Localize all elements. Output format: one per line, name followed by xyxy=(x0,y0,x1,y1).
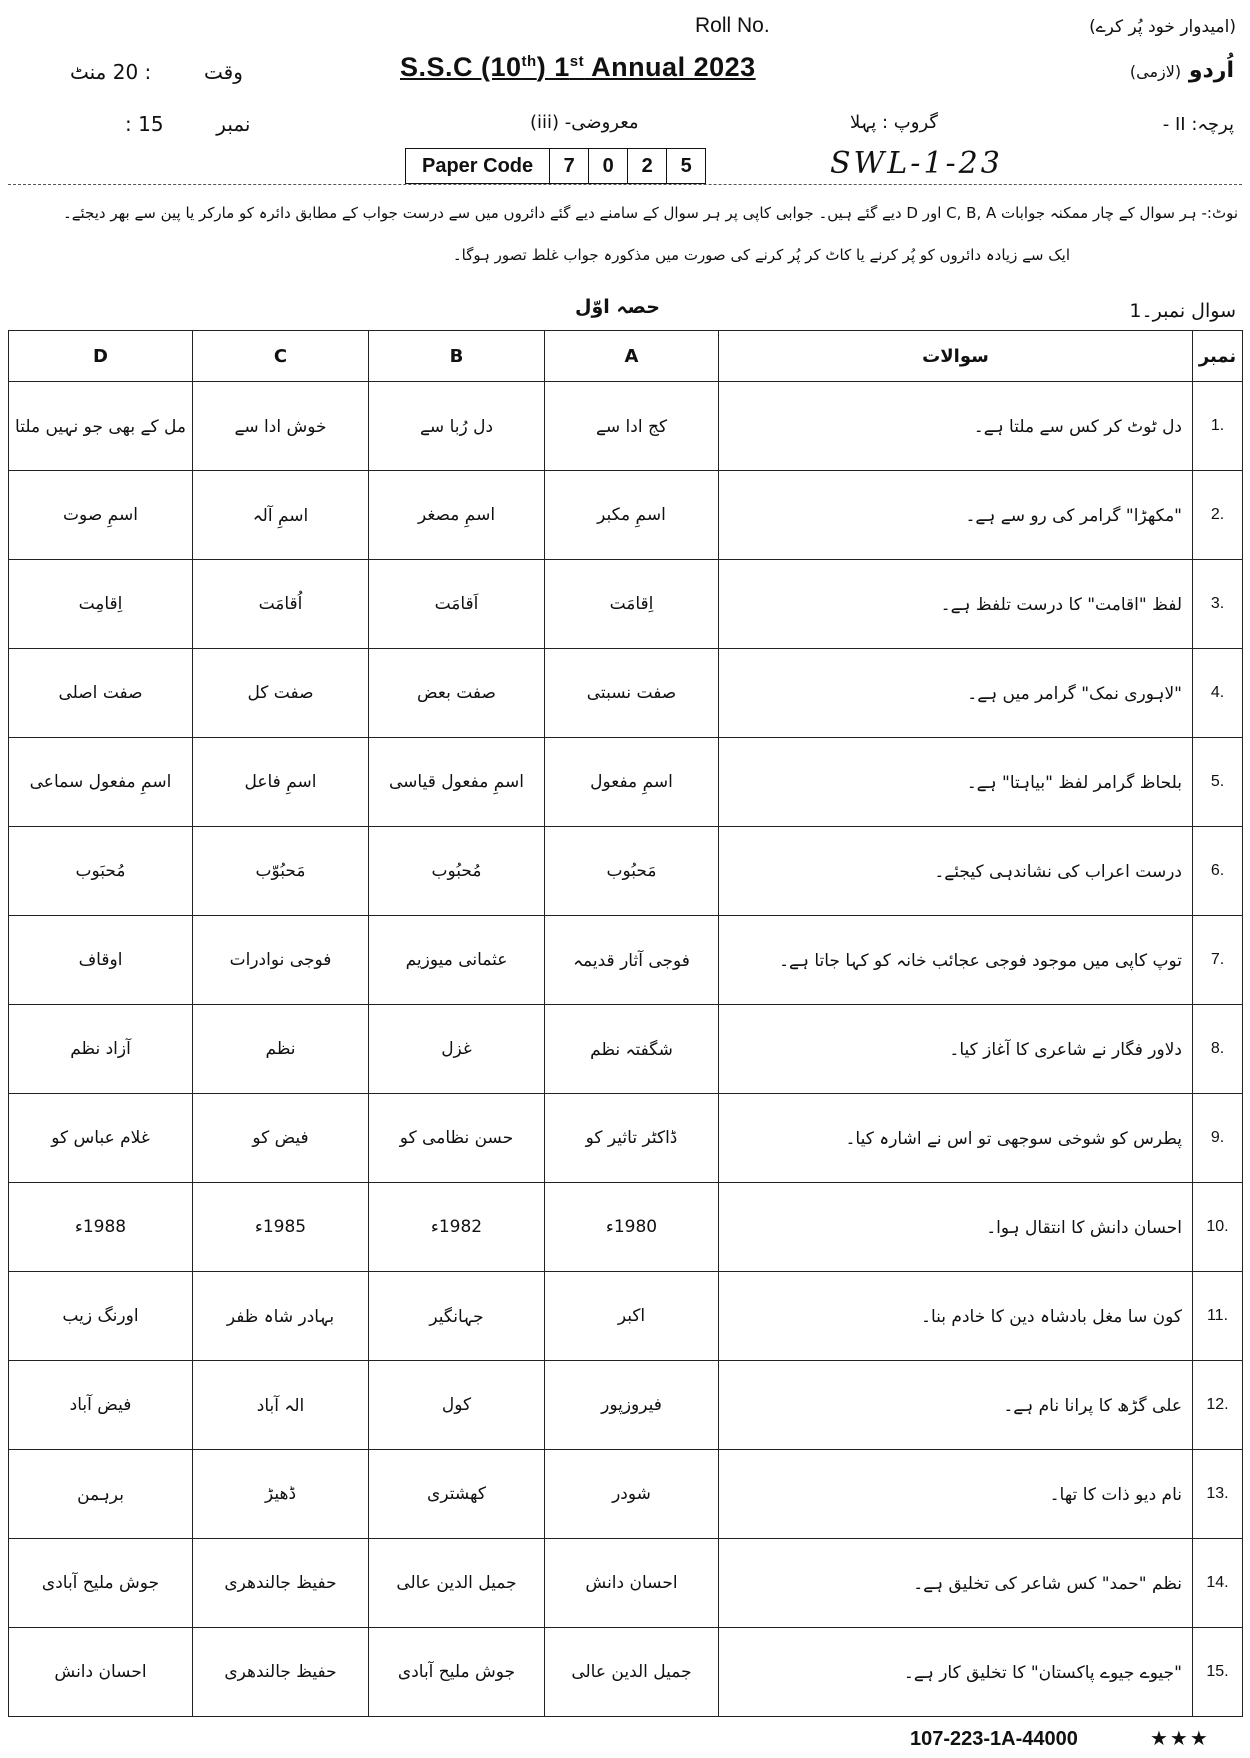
option-c: صفت کل xyxy=(193,649,369,738)
option-b: اسمِ مصغر xyxy=(369,471,545,560)
question-text: "مکھڑا" گرامر کی رو سے ہے۔ xyxy=(719,471,1193,560)
table-row xyxy=(9,827,1243,916)
header-option-d: D xyxy=(9,331,193,382)
question-text: پطرس کو شوخی سوجھی تو اس نے اشارہ کیا۔ xyxy=(719,1094,1193,1183)
option-d: اورنگ زیب xyxy=(9,1272,193,1361)
instruction-line-1: نوٹ:- ہر سوال کے چار ممکنہ جوابات C, B, A اور D دیے گئے ہیں۔ جوابی کاپی پر ہر سوال کے سامنے دیے گئے دائروں میں سے درست جواب کے مطابق دائرہ کو مارکر یا پین سے بھر دیجئے۔ xyxy=(62,204,1238,222)
option-b: دل رُبا سے xyxy=(369,382,545,471)
paper-code-digit: 5 xyxy=(666,149,705,183)
option-b: صفت بعض xyxy=(369,649,545,738)
header-option-b: B xyxy=(369,331,545,382)
option-b: حسن نظامی کو xyxy=(369,1094,545,1183)
paper-code-digit: 7 xyxy=(549,149,588,183)
question-text: نام دیو ذات کا تھا۔ xyxy=(719,1450,1193,1539)
option-c: الہ آباد xyxy=(193,1361,369,1450)
option-c: 1985ء xyxy=(193,1183,369,1272)
table-row xyxy=(9,1094,1243,1183)
question-number: 8. xyxy=(1193,1005,1243,1094)
option-a: جمیل الدین عالی xyxy=(545,1628,719,1717)
question-number-label: سوال نمبر۔1 xyxy=(1129,300,1236,322)
marks-value: 15 : xyxy=(125,112,164,136)
question-text: لفظ "اقامت" کا درست تلفظ ہے۔ xyxy=(719,560,1193,649)
table-row xyxy=(9,649,1243,738)
question-text: "لاہوری نمک" گرامر میں ہے۔ xyxy=(719,649,1193,738)
option-a: فوجی آثار قدیمہ xyxy=(545,916,719,1005)
option-c: حفیظ جالندھری xyxy=(193,1539,369,1628)
option-d: مُحبَوب xyxy=(9,827,193,916)
question-number: 4. xyxy=(1193,649,1243,738)
option-b: کول xyxy=(369,1361,545,1450)
option-c: مَحبُوّب xyxy=(193,827,369,916)
option-b: کھشتری xyxy=(369,1450,545,1539)
question-number: 11. xyxy=(1193,1272,1243,1361)
header-option-a: A xyxy=(545,331,719,382)
question-number: 13. xyxy=(1193,1450,1243,1539)
option-a: اسمِ مفعول xyxy=(545,738,719,827)
option-c: اُقامَت xyxy=(193,560,369,649)
option-c: نظم xyxy=(193,1005,369,1094)
option-b: 1982ء xyxy=(369,1183,545,1272)
footer-stars: ★★★ xyxy=(1150,1726,1210,1750)
question-text: توپ کاپی میں موجود فوجی عجائب خانہ کو کہا جاتا ہے۔ xyxy=(719,916,1193,1005)
option-c: فوجی نوادرات xyxy=(193,916,369,1005)
question-text: نظم "حمد" کس شاعر کی تخلیق ہے۔ xyxy=(719,1539,1193,1628)
table-row xyxy=(9,471,1243,560)
option-c: حفیظ جالندھری xyxy=(193,1628,369,1717)
option-d: مل کے بھی جو نہیں ملتا xyxy=(9,382,193,471)
roll-no-label: Roll No. xyxy=(695,14,770,37)
option-b: جمیل الدین عالی xyxy=(369,1539,545,1628)
option-d: صفت اصلی xyxy=(9,649,193,738)
question-text: "جیوے جیوے پاکستان" کا تخلیق کار ہے۔ xyxy=(719,1628,1193,1717)
question-text: درست اعراب کی نشاندہی کیجئے۔ xyxy=(719,827,1193,916)
subject-line xyxy=(1130,58,1234,83)
option-d: اِقامِت xyxy=(9,560,193,649)
question-text: احسان دانش کا انتقال ہوا۔ xyxy=(719,1183,1193,1272)
question-text: بلحاظ گرامر لفظ "بیاہتا" ہے۔ xyxy=(719,738,1193,827)
option-d: احسان دانش xyxy=(9,1628,193,1717)
option-d: فیض آباد xyxy=(9,1361,193,1450)
question-number: 6. xyxy=(1193,827,1243,916)
candidate-note: (امیدوار خود پُر کرے) xyxy=(1089,17,1236,37)
table-row xyxy=(9,1183,1243,1272)
option-a: شودر xyxy=(545,1450,719,1539)
option-a: صفت نسبتی xyxy=(545,649,719,738)
question-number: 7. xyxy=(1193,916,1243,1005)
subject-name: اُردو xyxy=(1188,58,1234,83)
option-c: بہادر شاہ ظفر xyxy=(193,1272,369,1361)
option-d: جوش ملیح آبادی xyxy=(9,1539,193,1628)
option-b: اَقامَت xyxy=(369,560,545,649)
header-divider xyxy=(8,184,1242,185)
table-row xyxy=(9,1272,1243,1361)
paper-label: پرچہ: II - xyxy=(1162,114,1234,135)
marks-label: نمبر xyxy=(216,112,251,136)
table-row xyxy=(9,916,1243,1005)
table-row xyxy=(9,738,1243,827)
table-row xyxy=(9,560,1243,649)
table-row xyxy=(9,382,1243,471)
question-number: 12. xyxy=(1193,1361,1243,1450)
option-a: اکبر xyxy=(545,1272,719,1361)
option-c: خوش ادا سے xyxy=(193,382,369,471)
question-number: 15. xyxy=(1193,1628,1243,1717)
option-b: اسمِ مفعول قیاسی xyxy=(369,738,545,827)
option-d: غلام عباس کو xyxy=(9,1094,193,1183)
option-d: اوقاف xyxy=(9,916,193,1005)
table-row xyxy=(9,1005,1243,1094)
option-d: برہمن xyxy=(9,1450,193,1539)
option-b: جوش ملیح آبادی xyxy=(369,1628,545,1717)
question-text: علی گڑھ کا پرانا نام ہے۔ xyxy=(719,1361,1193,1450)
option-c: ڈھیڑ xyxy=(193,1450,369,1539)
group-label: گروپ : پہلا xyxy=(850,112,938,133)
option-a: ڈاکٹر تاثیر کو xyxy=(545,1094,719,1183)
question-text: کون سا مغل بادشاہ دین کا خادم بنا۔ xyxy=(719,1272,1193,1361)
option-c: اسمِ آلہ xyxy=(193,471,369,560)
exam-title: S.S.C (10th) 1st Annual 2023 xyxy=(400,52,756,82)
question-number: 10. xyxy=(1193,1183,1243,1272)
option-c: اسمِ فاعل xyxy=(193,738,369,827)
time-value: : 20 منٹ xyxy=(70,60,152,84)
option-b: جہانگیر xyxy=(369,1272,545,1361)
option-b: غزل xyxy=(369,1005,545,1094)
option-a: مَحبُوب xyxy=(545,827,719,916)
paper-code-digit: 2 xyxy=(627,149,666,183)
question-number: 2. xyxy=(1193,471,1243,560)
table-row xyxy=(9,1539,1243,1628)
option-d: اسمِ صوت xyxy=(9,471,193,560)
option-d: 1988ء xyxy=(9,1183,193,1272)
objective-label: معروضی- (iii) xyxy=(530,112,639,133)
question-number: 3. xyxy=(1193,560,1243,649)
option-b: مُحبُوب xyxy=(369,827,545,916)
option-c: فیض کو xyxy=(193,1094,369,1183)
table-row xyxy=(9,1628,1243,1717)
handwritten-code: SWL-1-23 xyxy=(830,146,1003,181)
time-label: وقت xyxy=(204,60,243,84)
question-text: دلاور فگار نے شاعری کا آغاز کیا۔ xyxy=(719,1005,1193,1094)
header-number: نمبر xyxy=(1193,331,1243,382)
option-a: احسان دانش xyxy=(545,1539,719,1628)
option-a: اِقامَت xyxy=(545,560,719,649)
option-d: آزاد نظم xyxy=(9,1005,193,1094)
question-number: 5. xyxy=(1193,738,1243,827)
part-label: حصہ اوّل xyxy=(575,296,660,318)
footer-code: 107-223-1A-44000 xyxy=(910,1728,1078,1750)
option-d: اسمِ مفعول سماعی xyxy=(9,738,193,827)
paper-code-digit: 0 xyxy=(588,149,627,183)
instruction-line-2: ایک سے زیادہ دائروں کو پُر کرنے یا کاٹ کر پُر کرنے کی صورت میں مذکورہ جواب غلط تصور ہوگا۔ xyxy=(452,246,1070,264)
question-number: 9. xyxy=(1193,1094,1243,1183)
header-option-c: C xyxy=(193,331,369,382)
time-line xyxy=(70,60,243,84)
question-number: 1. xyxy=(1193,382,1243,471)
option-a: 1980ء xyxy=(545,1183,719,1272)
questions-table xyxy=(8,330,1243,1717)
table-row xyxy=(9,1450,1243,1539)
option-a: فیروزپور xyxy=(545,1361,719,1450)
option-a: شگفتہ نظم xyxy=(545,1005,719,1094)
marks-line xyxy=(125,112,250,136)
subject-type: (لازمی) xyxy=(1129,62,1182,81)
table-header-row xyxy=(9,331,1243,382)
paper-code-box xyxy=(405,148,706,184)
header-questions: سوالات xyxy=(719,331,1193,382)
question-text: دل ٹوٹ کر کس سے ملتا ہے۔ xyxy=(719,382,1193,471)
paper-code-label: Paper Code xyxy=(422,155,534,177)
option-b: عثمانی میوزیم xyxy=(369,916,545,1005)
option-a: اسمِ مکبر xyxy=(545,471,719,560)
option-a: کج ادا سے xyxy=(545,382,719,471)
table-row xyxy=(9,1361,1243,1450)
question-number: 14. xyxy=(1193,1539,1243,1628)
